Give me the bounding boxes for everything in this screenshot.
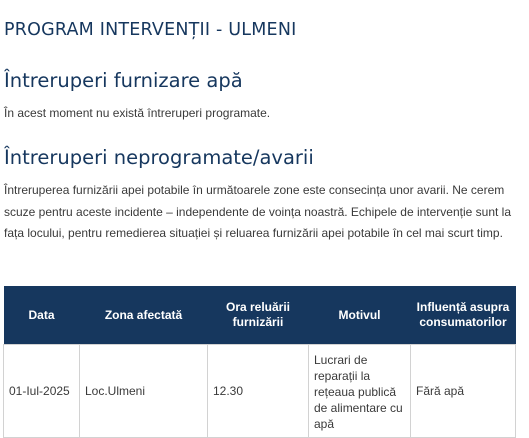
cell-zona: Loc.Ulmeni (80, 345, 208, 438)
planned-interruptions-heading: Întreruperi furnizare apă (4, 69, 243, 92)
column-header-ora: Ora reluării furnizării (208, 286, 309, 345)
unplanned-interruptions-heading: Întreruperi neprogramate/avarii (4, 146, 314, 169)
table-row (4, 345, 516, 438)
planned-interruptions-text: În acest moment nu există întreruperi programate. (4, 106, 271, 120)
cell-ora: 12.30 (208, 345, 309, 438)
interruptions-table (3, 286, 516, 438)
table-header-row (4, 286, 516, 345)
column-header-influenta: Influență asupra consumatorilor (411, 286, 516, 345)
column-header-motivul: Motivul (309, 286, 411, 345)
column-header-data: Data (4, 286, 80, 345)
page-title: PROGRAM INTERVENȚII - ULMENI (4, 20, 297, 40)
unplanned-interruptions-text: Întreruperea furnizării apei potabile în următoarele zone este consecința unor avarii. Ne cerem scuze pentru aceste incidente – independente de voința noastră. Echipele de intervenție sunt la fața locului, pentru remedierea situației și reluarea furnizării apei potabile în cel mai scurt timp. (4, 183, 512, 240)
cell-influenta: Fără apă (411, 345, 516, 438)
column-header-zona: Zona afectată (80, 286, 208, 345)
cell-motivul: Lucrari de reparații la rețeaua publică de alimentare cu apă (309, 345, 411, 438)
cell-data: 01-Iul-2025 (4, 345, 80, 438)
